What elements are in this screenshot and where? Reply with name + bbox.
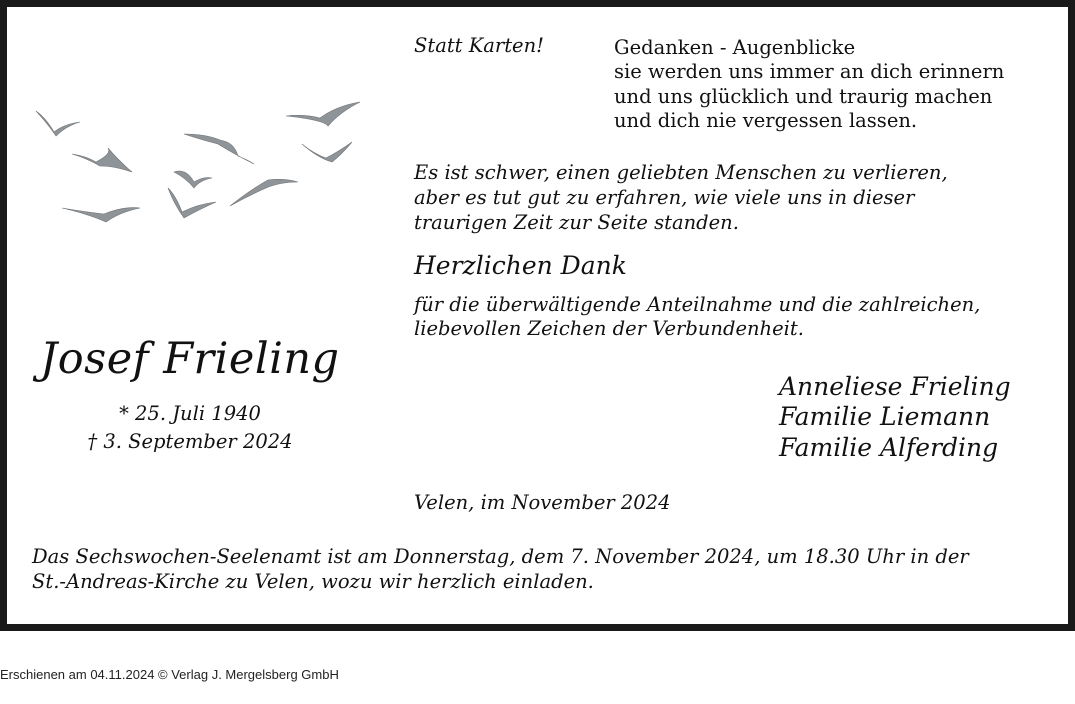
paragraph-line: aber es tut gut zu erfahren, wie viele uns in dieser: [414, 186, 915, 209]
mass-notice-line: Das Sechswochen-Seelenamt ist am Donnerstag, dem 7. November 2024, um 18.30 Uhr in der: [32, 545, 969, 568]
thanks-text-line: liebevollen Zeichen der Verbundenheit.: [414, 317, 804, 340]
thanks-text-line: für die überwältigende Anteilnahme und die zahlreichen,: [414, 293, 981, 316]
paragraph-line: traurigen Zeit zur Seite standen.: [414, 211, 739, 234]
signature-line: Anneliese Frieling: [779, 372, 1011, 401]
poem-line: Gedanken - Augenblicke: [614, 36, 856, 59]
bird: [302, 142, 352, 162]
poem-line: sie werden uns immer an dich erinnern: [614, 60, 1005, 83]
flying-birds-image: [34, 96, 364, 231]
mass-notice-line: St.-Andreas-Kirche zu Velen, wozu wir herzlich einladen.: [32, 570, 594, 593]
deceased-name: Josef Frieling: [40, 334, 340, 384]
bird: [184, 134, 254, 164]
bird: [174, 171, 212, 188]
statt-karten: Statt Karten!: [414, 34, 544, 57]
signature-line: Familie Liemann: [779, 402, 991, 431]
paragraph-line: Es ist schwer, einen geliebten Menschen zu verlieren,: [414, 161, 948, 184]
place-date: Velen, im November 2024: [414, 491, 671, 514]
signature-line: Familie Alferding: [779, 433, 999, 462]
publication-footer: Erschienen am 04.11.2024 © Verlag J. Mergelsberg GmbH: [0, 667, 339, 682]
death-date: † 3. September 2024: [87, 430, 293, 453]
bird: [72, 148, 132, 172]
poem-line: und dich nie vergessen lassen.: [614, 109, 918, 132]
bird: [286, 102, 360, 126]
bird: [36, 111, 80, 136]
bird: [168, 188, 216, 218]
bird: [230, 179, 298, 206]
thanks-heading: Herzlichen Dank: [414, 251, 627, 280]
bird: [62, 208, 140, 222]
poem-line: und uns glücklich und traurig machen: [614, 85, 993, 108]
birth-date: * 25. Juli 1940: [119, 402, 261, 425]
